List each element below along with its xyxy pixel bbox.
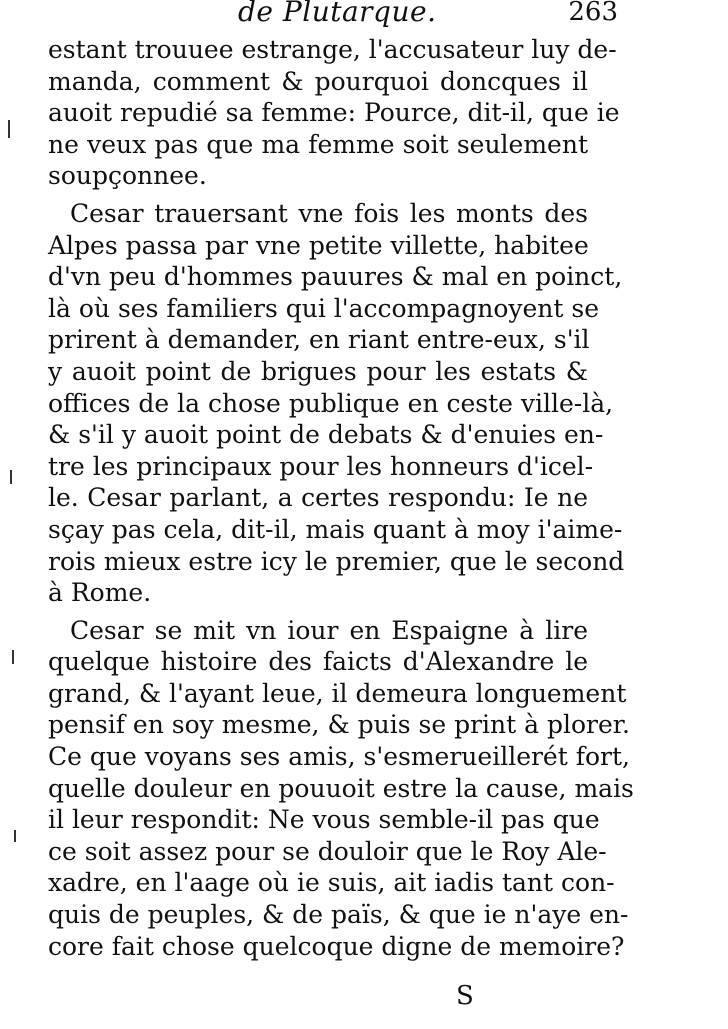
page-header [238,0,618,30]
text-line: d'vn peu d'hommes pauures & mal en poinct, [48,262,623,292]
text-line: Cesar trauersant vne fois les monts des [70,198,588,228]
text-line: soupçonnee. [48,161,207,191]
text-line: offices de la chose publique en ceste ville-là, [48,388,614,418]
text-line: grand, & l'ayant leue, il demeura longuement [48,678,627,708]
text-line: rois mieux estre icy le premier, que le second [48,546,625,576]
margin-mark [8,120,10,138]
text-line: ce soit assez pour se douloir que le Roy Ale- [48,836,607,866]
text-line: là où ses familiers qui l'accompagnoyent se [48,293,600,323]
text-line: quis de peuples, & de païs, & que ie n'aye en- [48,900,629,930]
text-line: le. Cesar parlant, a certes respondu: Ie ne [48,483,588,513]
text-line: à Rome. [48,578,152,608]
text-line: & s'il y auoit point de debats & d'enuies en- [48,420,604,450]
text-line: Ce que voyans ses amis, s'esmerueillerét fort, [48,742,630,772]
paragraph-2 [48,198,625,609]
text-line: quelque histoire des faicts d'Alexandre le [48,647,588,677]
running-title: de Plutarque. [238,0,437,28]
text-line: ne veux pas que ma femme soit seulement [48,129,588,159]
margin-mark [10,470,12,484]
margin-mark [12,650,14,664]
paragraph-3 [48,615,634,963]
text-line: xadre, en l'aage où ie suis, ait iadis tant con- [48,868,615,898]
text-line: Alpes passa par vne petite villette, habitee [48,230,589,260]
text-line: quelle douleur en pouuoit estre la cause, mais [48,773,634,803]
text-line: sçay pas cela, dit-il, mais quant à moy i'aime- [48,514,623,544]
text-line: auoit repudié sa femme: Pource, dit-il, que ie [48,98,620,128]
body-text [48,34,634,962]
text-line: core fait chose quelcoque digne de memoire? [48,931,625,961]
text-line: manda, comment & pourquoi doncques il [48,66,588,96]
paragraph-1 [48,34,620,192]
text-line: Cesar se mit vn iour en Espaigne à lire [70,615,588,645]
signature-mark: S [456,981,474,1011]
text-line: y auoit point de brigues pour les estats & [48,356,588,386]
text-line: prirent à demander, en riant entre-eux, s'il [48,325,590,355]
margin-mark [14,830,16,842]
text-line: il leur respondit: Ne vous semble-il pas que [48,805,600,835]
page-number: 263 [568,0,618,27]
text-line: tre les principaux pour les honneurs d'icel- [48,451,594,481]
text-line: estant trouuee estrange, l'accusateur luy de- [48,35,617,64]
text-line: pensif en soy mesme, & puis se print à plorer. [48,710,630,740]
